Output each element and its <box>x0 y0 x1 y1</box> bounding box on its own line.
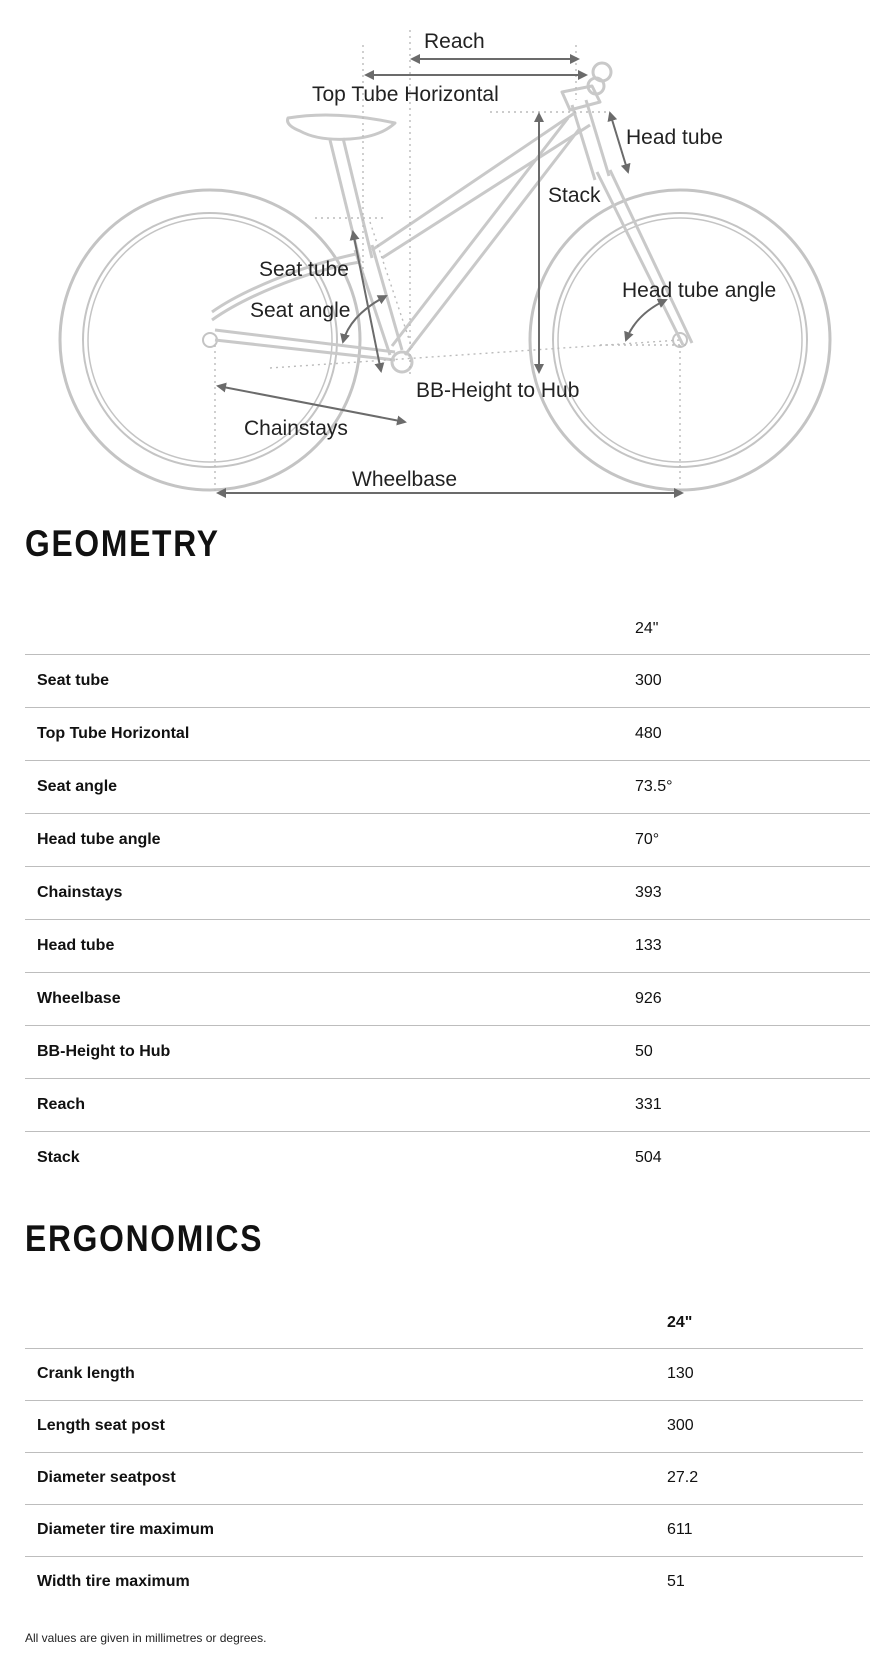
row-label: Chainstays <box>25 866 623 919</box>
bike-frame <box>212 63 692 372</box>
row-value: 51 <box>667 1573 685 1591</box>
rear-wheel <box>60 190 360 490</box>
row-label: Top Tube Horizontal <box>25 707 623 760</box>
row-value: 27.2 <box>655 1452 863 1504</box>
row-value: 300 <box>655 1400 863 1452</box>
label-seat-angle: Seat angle <box>250 299 351 322</box>
geometry-table <box>25 600 870 1184</box>
row-label: Seat tube <box>25 654 623 707</box>
row-value: 611 <box>655 1504 863 1556</box>
label-bb-height-to-hub: BB-Height to Hub <box>416 379 580 402</box>
table-row <box>25 760 870 813</box>
row-value: 926 <box>623 972 870 1025</box>
table-row <box>25 1556 863 1608</box>
table-row <box>25 654 870 707</box>
row-value: 73.5° <box>623 760 870 813</box>
label-chainstays: Chainstays <box>244 417 348 440</box>
row-value: 130 <box>655 1348 863 1400</box>
header-blank-cell <box>25 600 623 654</box>
table-row <box>25 972 870 1025</box>
row-value: 331 <box>623 1078 870 1131</box>
row-label: Width tire maximum <box>37 1573 190 1591</box>
bike-geometry-diagram <box>0 0 895 500</box>
row-label: Length seat post <box>25 1400 655 1452</box>
table-row <box>25 1131 870 1184</box>
header-blank-cell <box>25 1290 655 1348</box>
row-label: Crank length <box>25 1348 655 1400</box>
row-value: 300 <box>623 654 870 707</box>
table-row <box>25 1348 863 1400</box>
row-label: Diameter seatpost <box>25 1452 655 1504</box>
table-row <box>25 707 870 760</box>
row-label: Seat angle <box>25 760 623 813</box>
label-stack: Stack <box>548 184 601 207</box>
table-row <box>25 1025 870 1078</box>
bike-geometry-svg <box>0 0 895 500</box>
label-top-tube-horizontal: Top Tube Horizontal <box>312 83 499 106</box>
label-seat-tube: Seat tube <box>259 258 349 281</box>
row-label: Head tube angle <box>25 813 623 866</box>
row-label: Wheelbase <box>25 972 623 1025</box>
table-header-row <box>25 600 870 654</box>
label-head-tube: Head tube <box>626 126 723 149</box>
table-row <box>25 919 870 972</box>
label-reach: Reach <box>424 30 485 53</box>
row-label: Reach <box>25 1078 623 1131</box>
row-value: 393 <box>623 866 870 919</box>
size-header: 24" <box>655 1290 863 1348</box>
size-header: 24" <box>623 600 870 654</box>
footnote: All values are given in millimetres or degrees. <box>25 1631 267 1645</box>
ergonomics-title: ERGONOMICS <box>25 1218 264 1259</box>
table-row <box>25 1504 863 1556</box>
table-row <box>25 1078 870 1131</box>
ergonomics-table <box>25 1290 863 1608</box>
row-value: 133 <box>623 919 870 972</box>
geometry-title: GEOMETRY <box>25 523 220 564</box>
row-value: 480 <box>623 707 870 760</box>
table-row <box>25 1400 863 1452</box>
row-value: 70° <box>623 813 870 866</box>
row-label: Head tube <box>25 919 623 972</box>
row-label: Stack <box>37 1148 80 1166</box>
row-label: BB-Height to Hub <box>25 1025 623 1078</box>
table-row <box>25 813 870 866</box>
label-head-tube-angle: Head tube angle <box>622 279 777 302</box>
table-row <box>25 1452 863 1504</box>
table-row <box>25 866 870 919</box>
label-wheelbase: Wheelbase <box>352 468 458 491</box>
row-label: Diameter tire maximum <box>25 1504 655 1556</box>
row-value: 50 <box>623 1025 870 1078</box>
row-value: 504 <box>635 1148 662 1166</box>
table-header-row <box>25 1290 863 1348</box>
